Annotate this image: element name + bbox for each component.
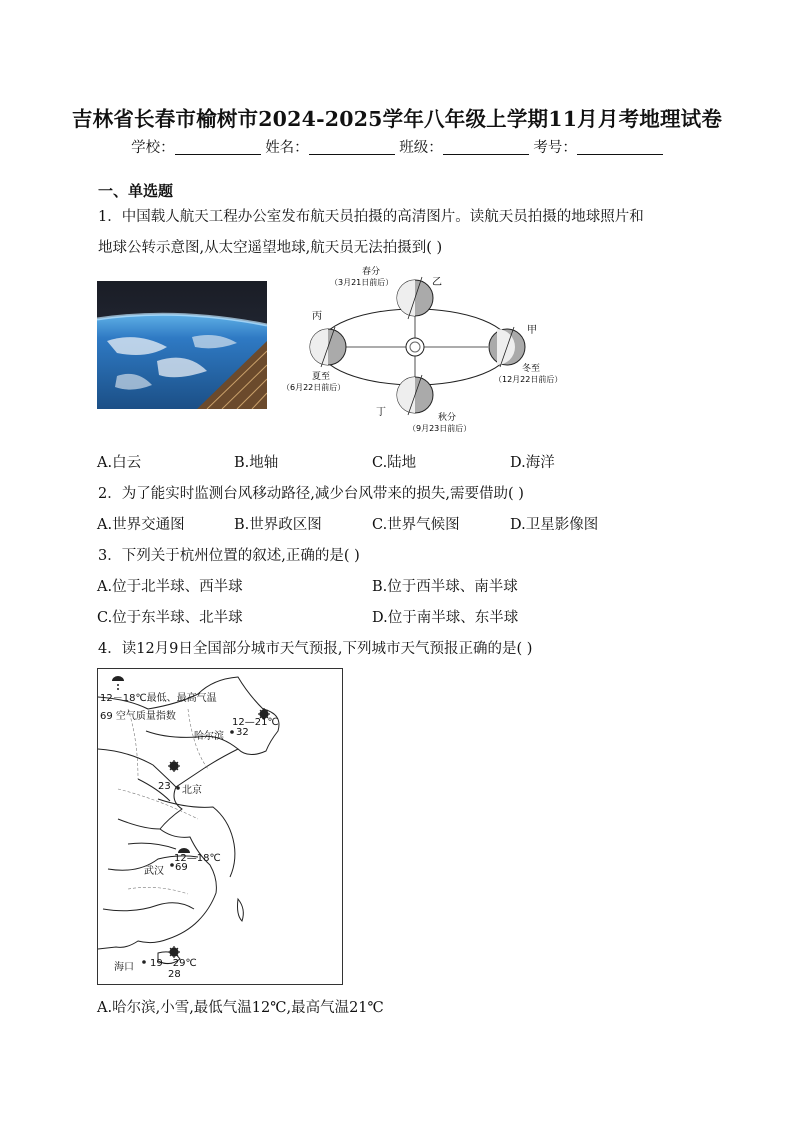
- question-4: 4．读12月9日全国部分城市天气预报,下列城市天气预报正确的是( ): [98, 641, 533, 657]
- q2-option-a[interactable]: A.世界交通图: [97, 517, 185, 533]
- q2-option-c[interactable]: C.世界气候图: [372, 517, 460, 533]
- exam-number-label: 考号：: [533, 140, 577, 156]
- position-yi-label: 乙: [432, 277, 442, 288]
- exam-number-field[interactable]: [577, 140, 663, 155]
- school-label: 学校：: [131, 140, 175, 156]
- q2-option-d[interactable]: D.卫星影像图: [510, 517, 599, 533]
- q3-option-a[interactable]: A.位于北半球、西半球: [97, 579, 243, 595]
- school-field[interactable]: [175, 140, 261, 155]
- q3-option-c[interactable]: C.位于东半球、北半球: [97, 610, 243, 626]
- wuhan-label: 武汉: [144, 866, 164, 877]
- class-label: 班级：: [399, 140, 443, 156]
- haikou-label: 海口: [114, 962, 134, 973]
- earth-orbit-diagram: [282, 265, 582, 437]
- q2-option-b[interactable]: B.世界政区图: [234, 517, 322, 533]
- haikou-aqi: 28: [168, 969, 181, 980]
- haikou-temperature: 19—29℃: [150, 958, 197, 969]
- q1-option-a[interactable]: A.白云: [97, 455, 142, 471]
- spring-equinox-date: （3月21日前后）: [330, 278, 394, 287]
- wuhan-aqi: 69: [175, 862, 188, 873]
- name-label: 姓名：: [265, 140, 309, 156]
- q1-option-b[interactable]: B.地轴: [234, 455, 279, 471]
- question-3: 3．下列关于杭州位置的叙述,正确的是( ): [98, 548, 360, 564]
- page-title: 吉林省长春市榆树市2024-2025学年八年级上学期11月月考地理试卷: [71, 107, 723, 131]
- q1-option-d[interactable]: D.海洋: [510, 455, 555, 471]
- wuhan-temperature: 12—18℃: [174, 853, 221, 864]
- harbin-temperature: 12—21℃: [232, 717, 279, 728]
- harbin-label: 哈尔滨: [194, 731, 224, 742]
- q4-option-a[interactable]: A.哈尔滨,小雪,最低气温12℃,最高气温21℃: [97, 1000, 384, 1016]
- harbin-aqi: 32: [236, 727, 249, 738]
- winter-solstice-date: （12月22日前后）: [494, 375, 563, 384]
- name-field[interactable]: [309, 140, 395, 155]
- question-1-line-1: 1．中国载人航天工程办公室发布航天员拍摄的高清图片。读航天员拍摄的地球照片和: [98, 209, 644, 225]
- legend-air-quality: 69 空气质量指数: [100, 711, 176, 722]
- q1-option-c[interactable]: C.陆地: [372, 455, 417, 471]
- section-heading: 一、单选题: [98, 182, 174, 200]
- q3-option-b[interactable]: B.位于西半球、南半球: [372, 579, 518, 595]
- summer-solstice-date: （6月22日前后）: [282, 383, 346, 392]
- q3-option-d[interactable]: D.位于南半球、东半球: [372, 610, 519, 626]
- beijing-label: 北京: [182, 785, 202, 796]
- beijing-aqi: 23: [158, 781, 171, 792]
- summer-solstice-label: 夏至: [312, 372, 331, 382]
- question-2: 2．为了能实时监测台风移动路径,减少台风带来的损失,需要借助( ): [98, 486, 524, 502]
- autumn-equinox-date: （9月23日前后）: [408, 424, 472, 433]
- winter-solstice-label: 冬至: [522, 364, 541, 374]
- student-info-row: [0, 136, 794, 157]
- weather-map: [97, 668, 343, 985]
- position-ding-label: 丁: [376, 407, 386, 418]
- earth-photo: [97, 281, 267, 409]
- position-jia-label: 甲: [527, 325, 537, 336]
- position-bing-label: 丙: [312, 311, 322, 322]
- legend-temperature: 12－18℃最低、最高气温: [100, 693, 217, 704]
- autumn-equinox-label: 秋分: [438, 413, 457, 423]
- spring-equinox-label: 春分: [362, 267, 381, 277]
- class-field[interactable]: [443, 140, 529, 155]
- question-1-line-2: 地球公转示意图,从太空遥望地球,航天员无法拍摄到( ): [98, 240, 443, 256]
